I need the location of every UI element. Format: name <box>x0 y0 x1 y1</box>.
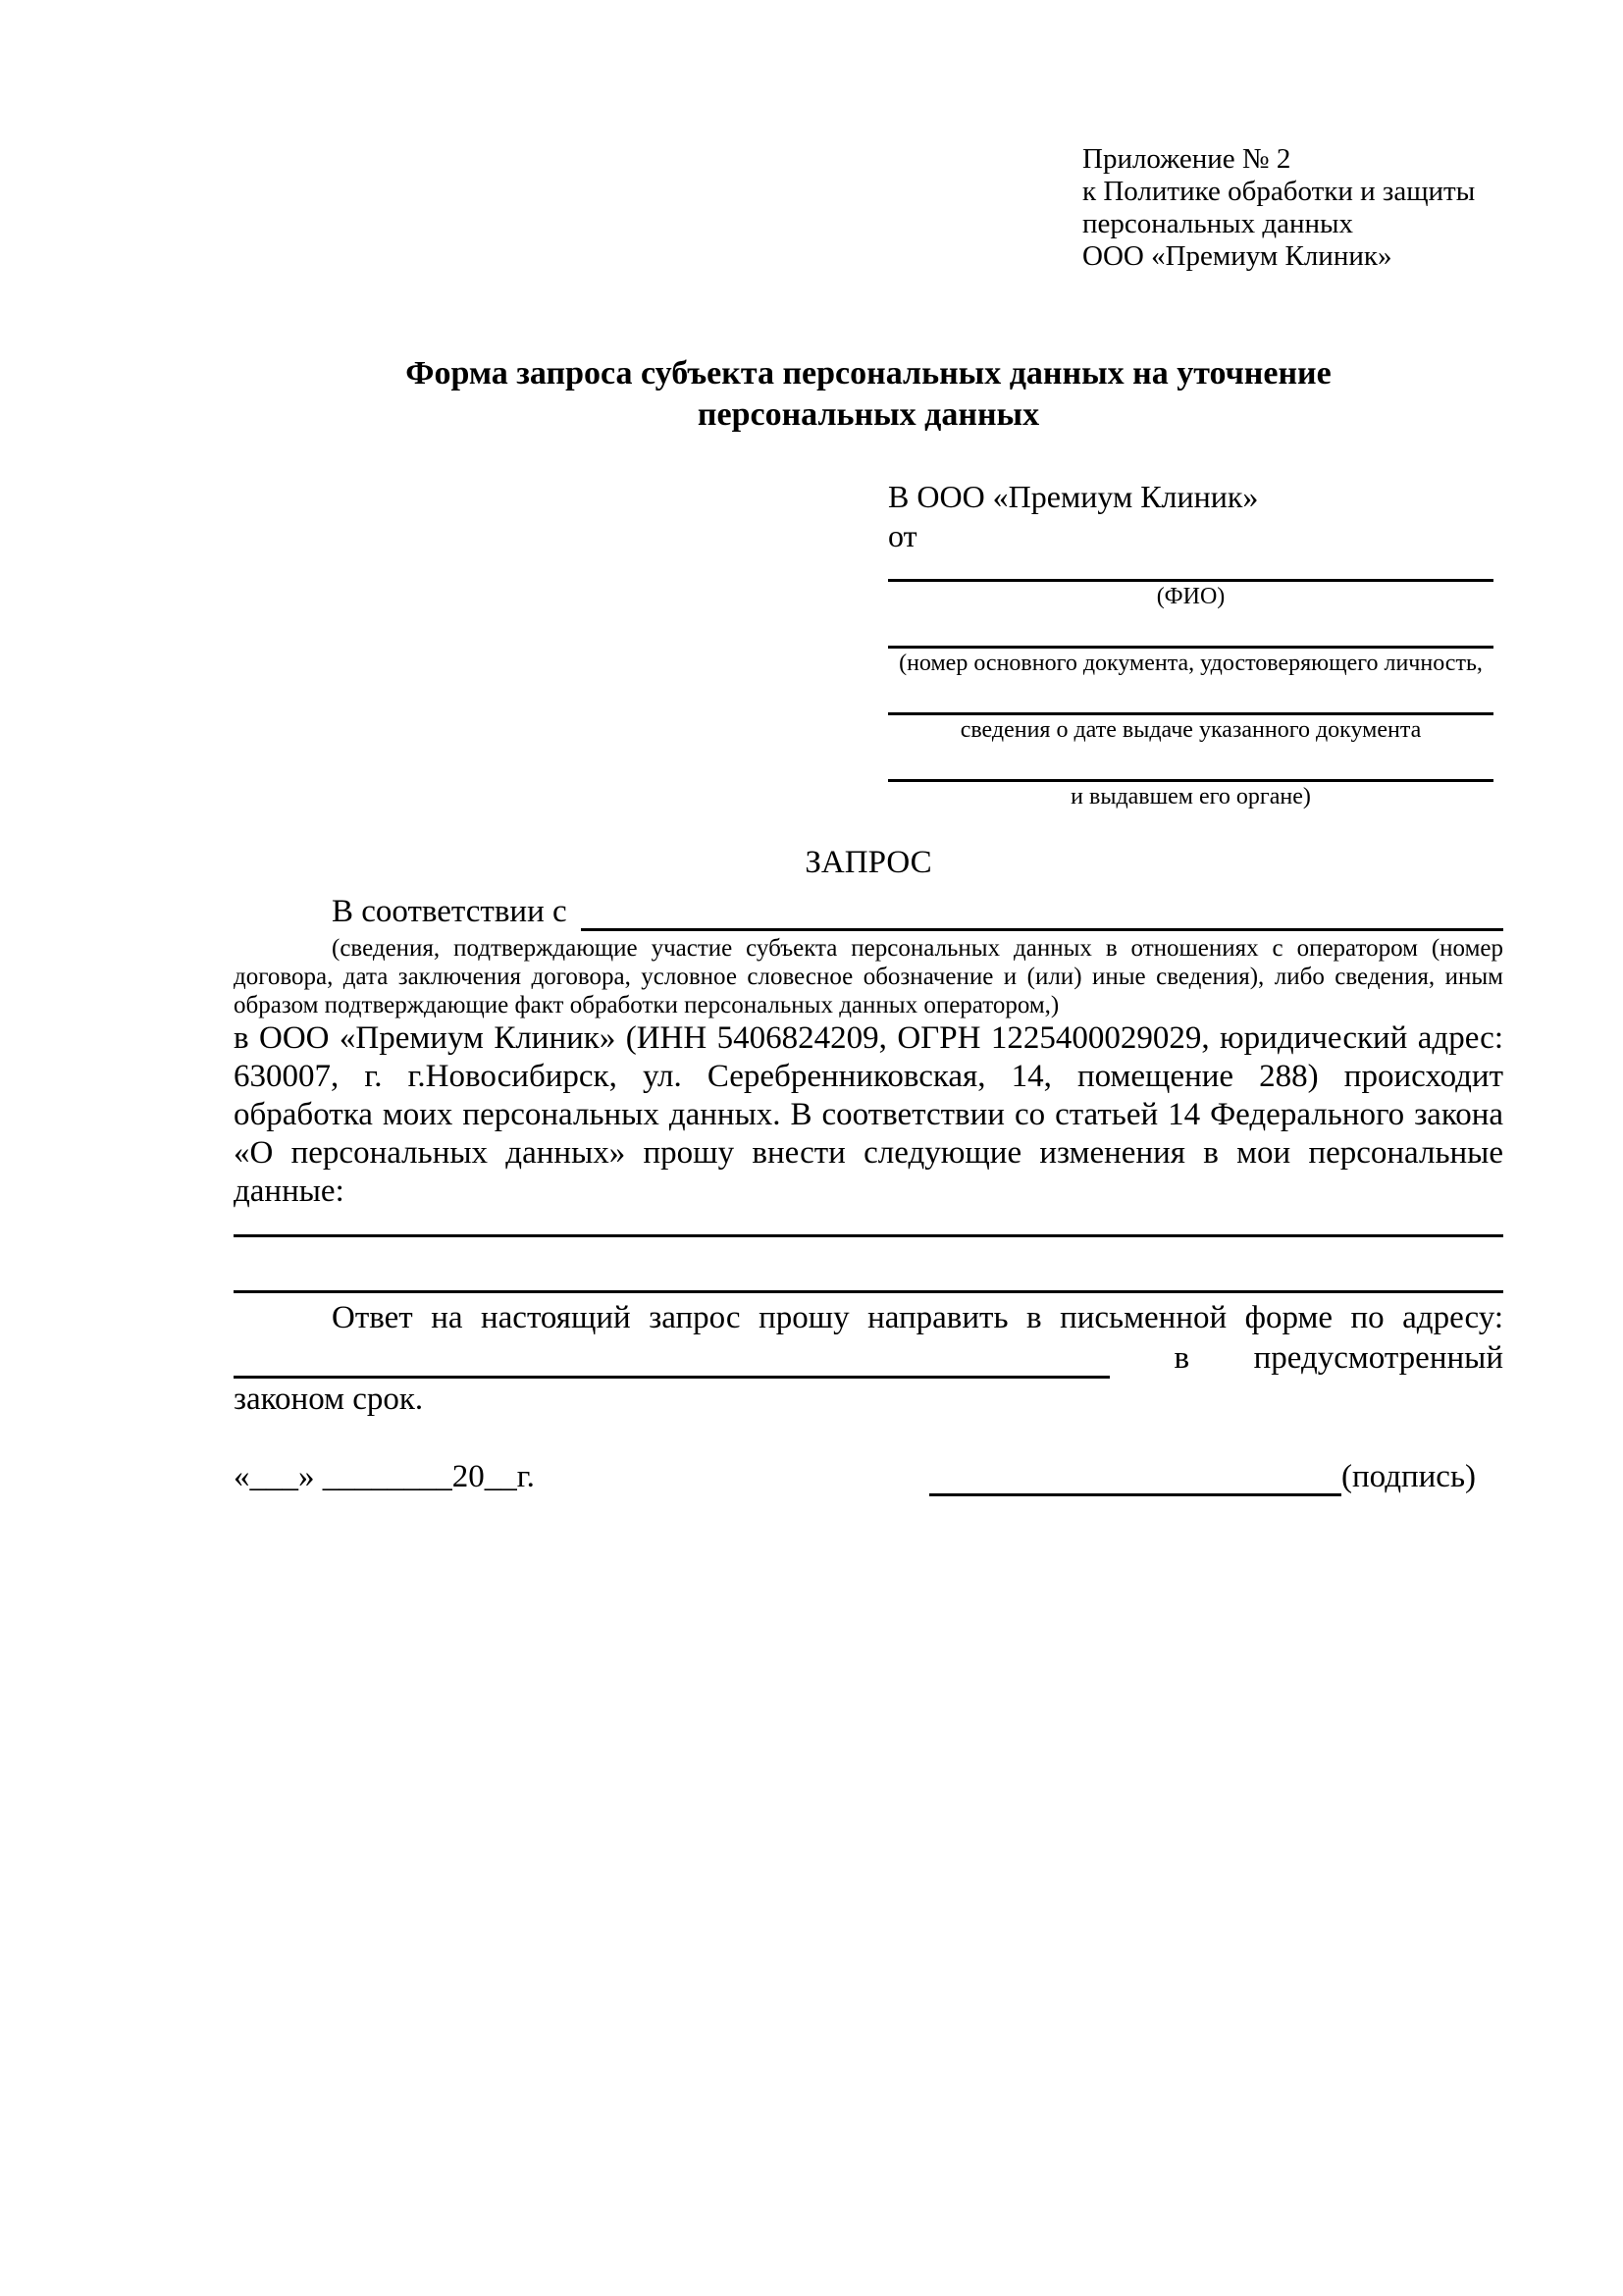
address-blank-line <box>234 1343 1110 1379</box>
issue-date-caption: сведения о дате выдаче указанного документа <box>960 717 1422 743</box>
answer-word: в <box>1174 1340 1190 1376</box>
document-number-caption: (номер основного документа, удостоверяющего личность, <box>899 651 1483 676</box>
issuing-authority-field <box>888 756 1493 810</box>
appendix-header-line: к Политике обработки и защиты <box>1082 176 1476 207</box>
appendix-header-line: Приложение № 2 <box>1082 143 1291 175</box>
intro-prefix: В соответствии с <box>332 894 567 929</box>
issue-date-field <box>888 689 1493 744</box>
changes-blank-line-1 <box>234 1211 1503 1237</box>
addressee-from: от <box>888 518 917 553</box>
date-line: «___» ________20__г. <box>234 1459 535 1494</box>
issuing-authority-blank-line <box>888 756 1493 782</box>
request-body: в ООО «Премиум Клиник» (ИНН 5406824209, ОГРН 1225400029029, юридический адрес: 630007, г. г.Новосибирск, ул. Серебренниковская, 14, помещение 288) происходит обработка моих персональных данных. В соответствии со статьей 14 Федерального закона «О персональных данных» прошу внести следующие изменения в мои персональные данные: <box>234 1020 1503 1209</box>
document-title-line: персональных данных <box>697 396 1040 433</box>
answer-sentence-line-3: законом срок. <box>234 1382 424 1417</box>
basis-blank-line <box>581 898 1503 931</box>
fio-field <box>888 555 1493 610</box>
request-section <box>234 844 1503 1496</box>
changes-blank-line-2 <box>234 1237 1503 1293</box>
answer-sentence-line-1: Ответ на настоящий запрос прошу направить в письменной форме по адресу: <box>332 1300 1503 1335</box>
answer-word: предусмотренный <box>1253 1340 1503 1376</box>
fio-caption: (ФИО) <box>1156 584 1226 609</box>
intro-row <box>234 893 1503 931</box>
addressee-to: В ООО «Премиум Клиник» <box>888 479 1259 514</box>
fio-blank-line <box>888 555 1493 582</box>
document-title-line: Форма запроса субъекта персональных данных на уточнение <box>405 355 1332 391</box>
addressee-block <box>888 477 1493 810</box>
signature-group <box>929 1458 1476 1496</box>
issue-date-blank-line <box>888 689 1493 715</box>
document-title <box>234 353 1503 436</box>
appendix-header-line: ООО «Премиум Клиник» <box>1082 240 1392 272</box>
document-number-field <box>888 622 1493 677</box>
answer-sentence-line-2 <box>234 1337 1503 1379</box>
signature-caption: (подпись) <box>1341 1459 1476 1494</box>
document-number-blank-line <box>888 622 1493 649</box>
date-signature-row <box>234 1458 1503 1496</box>
request-heading: ЗАПРОС <box>805 845 932 880</box>
basis-footnote: (сведения, подтверждающие участие субъекта персональных данных в отношениях с оператором (номер договора, дата заключения договора, условное словесное обозначение и (или) иные сведения), либо сведения, иным образом подтверждающие факт обработки персональных данных оператором,) <box>234 935 1503 1018</box>
issuing-authority-caption: и выдавшем его органе) <box>1071 784 1311 809</box>
appendix-header-line: персональных данных <box>1082 208 1354 239</box>
appendix-header <box>1082 143 1475 273</box>
signature-blank-line <box>929 1464 1341 1496</box>
